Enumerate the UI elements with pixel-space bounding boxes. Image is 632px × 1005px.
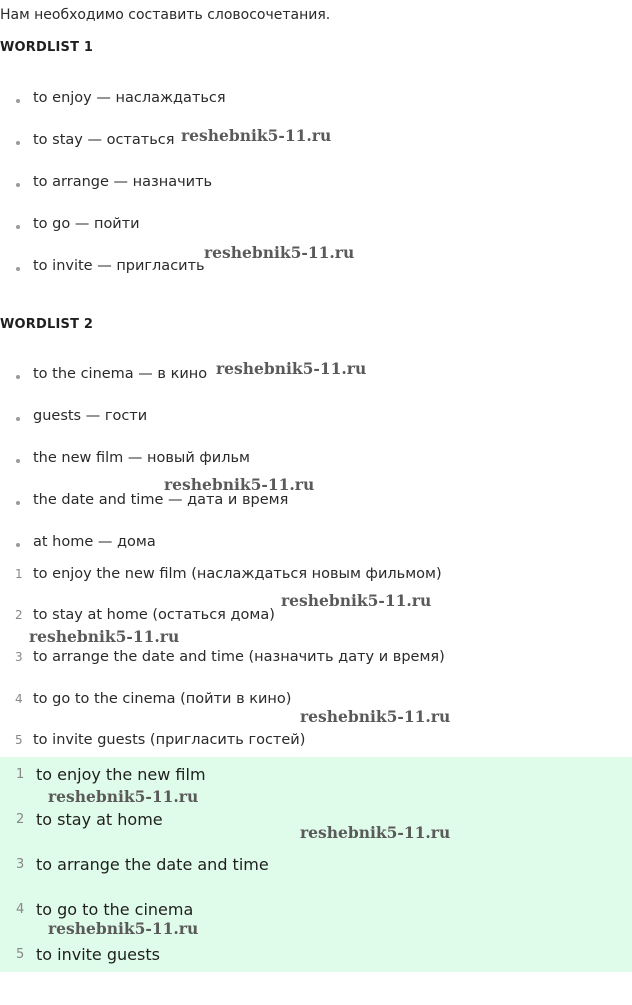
wordlist-2-item: guests — гости — [33, 408, 148, 424]
item-number: 4 — [15, 692, 23, 706]
wordlist-1-item: to arrange — назначить — [33, 174, 213, 190]
answer-text: to go to the cinema — [36, 900, 194, 919]
answer-text: to arrange the date and time — [36, 855, 269, 874]
wordlist-1-item: to enjoy — наслаждаться — [33, 90, 226, 106]
answer-text: to invite guests — [36, 945, 160, 964]
combination-item — [15, 566, 442, 582]
wordlist-2-heading: WORDLIST 2 — [0, 317, 94, 332]
combination-text: to arrange the date and time (назначить дату и время) — [33, 649, 445, 665]
item-number: 5 — [16, 947, 25, 962]
combination-item — [15, 732, 306, 748]
intro-text: Нам необходимо составить словосочетания. — [0, 7, 331, 23]
watermark: reshebnik5-11.ru — [29, 627, 180, 646]
watermark: reshebnik5-11.ru — [300, 707, 451, 726]
wordlist-1-item: to stay — остаться — [33, 132, 175, 148]
wordlist-2-item: the date and time — дата и время — [33, 492, 289, 508]
watermark: reshebnik5-11.ru — [281, 591, 432, 610]
answer-item — [16, 765, 206, 784]
combination-text: to invite guests (пригласить гостей) — [33, 732, 306, 748]
item-number: 1 — [16, 767, 25, 782]
watermark: reshebnik5-11.ru — [48, 919, 199, 938]
wordlist-1-item: to go — пойти — [33, 216, 140, 232]
combination-text: to enjoy the new film (наслаждаться новым фильмом) — [33, 566, 442, 582]
combination-item — [15, 607, 275, 623]
wordlist-2-item: at home — дома — [33, 534, 156, 550]
combination-item — [15, 691, 292, 707]
item-number: 3 — [15, 650, 23, 664]
item-number: 2 — [16, 812, 25, 827]
watermark: reshebnik5-11.ru — [48, 787, 199, 806]
wordlist-1-heading: WORDLIST 1 — [0, 40, 94, 55]
answer-item — [16, 945, 160, 964]
answer-item — [16, 810, 163, 829]
watermark: reshebnik5-11.ru — [181, 126, 332, 145]
wordlist-2-item: the new film — новый фильм — [33, 450, 250, 466]
item-number: 5 — [15, 733, 23, 747]
answer-item — [16, 855, 269, 874]
answer-text: to enjoy the new film — [36, 765, 206, 784]
item-number: 2 — [15, 608, 23, 622]
wordlist-2-item: to the cinema — в кино — [33, 366, 208, 382]
combination-text: to go to the cinema (пойти в кино) — [33, 691, 292, 707]
watermark: reshebnik5-11.ru — [216, 359, 367, 378]
answer-text: to stay at home — [36, 810, 163, 829]
item-number: 3 — [16, 857, 25, 872]
answer-item — [16, 900, 194, 919]
combination-text: to stay at home (остаться дома) — [33, 607, 275, 623]
watermark: reshebnik5-11.ru — [164, 475, 315, 494]
combination-item — [15, 649, 445, 665]
item-number: 1 — [15, 567, 23, 581]
item-number: 4 — [16, 902, 25, 917]
watermark: reshebnik5-11.ru — [300, 823, 451, 842]
watermark: reshebnik5-11.ru — [204, 243, 355, 262]
wordlist-1-item: to invite — пригласить — [33, 258, 205, 274]
